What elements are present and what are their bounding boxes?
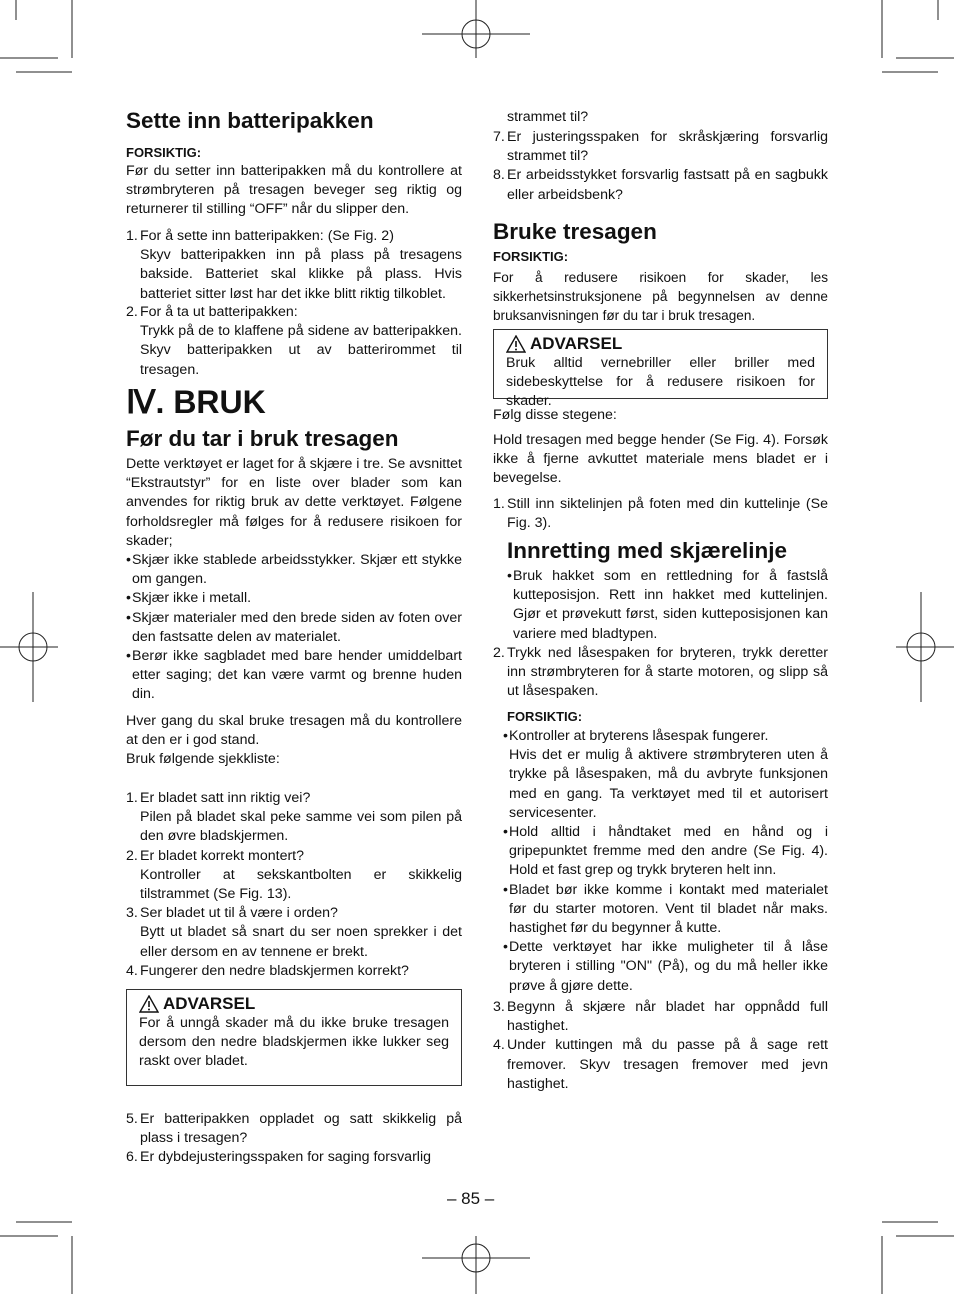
warning-label: ADVARSEL (530, 334, 623, 353)
checklist (126, 789, 462, 981)
checklist-item: 5. Er batteripakken oppladet og satt skikkelig på plass i tresagen? (126, 1111, 462, 1147)
warning-text: Bruk alltid vernebriller eller briller med sidebeskyttelse for å redusere risikoen for skader. (506, 355, 815, 410)
check-intro-2: Bruk følgende sjekkliste: (126, 751, 280, 767)
chapter-title: Ⅳ. BRUK (126, 384, 266, 420)
caution-label: FORSIKTIG: (493, 249, 569, 264)
list-item: • Berør ikke sagbladet med bare hender umiddelbart etter saging; det kan være varmt og brenne huden din. (126, 648, 462, 703)
list-item: • Skjær ikke stablede arbeidsstykker. Skjær ett stykke om gangen. (126, 552, 462, 588)
checklist-continued (126, 1110, 462, 1168)
caution-label: FORSIKTIG: (126, 145, 202, 160)
checklist-item: 4. Fungerer den nedre bladskjermen korrekt? (126, 962, 409, 979)
warning-triangle-icon (139, 995, 159, 1013)
before-intro: Dette verktøyet er laget for å skjære i tre. Se avsnittet “Ekstrautstyr” for en liste over blader som kan anvendes for riktig bruk av dette verktøyet. Følgene forholdsregler må følges for å redusere risikoen for skader; (126, 456, 462, 549)
step-item: 4. Under kuttingen må du passe på å sage rett fremover. Skyv tresagen fremover med jevn hastighet. (493, 1037, 828, 1092)
warning-box (493, 329, 828, 410)
list-item: • Skjær ikke i metall. (126, 590, 252, 607)
heading-insert-battery: Sette inn batteripakken (126, 108, 374, 133)
align-bullet: • Bruk hakket som en rettledning for å fastslå kutteposisjon. Rett inn hakket med kuttelinjen. Gjør et prøvekutt først, siden kutteposisjonen kan variere med bladtypen. (507, 568, 828, 642)
hold-saw-text: Hold tresagen med begge hender (Se Fig. 4). Forsøk ikke å fjerne avkuttet materiale mens bladet er i bevegelse. (493, 432, 828, 487)
checklist-item: 1. Er bladet satt inn riktig vei? Pilen på bladet skal peke samme vei som pilen på den øvre bladskjermen. (126, 790, 462, 845)
page-number: – 85 – (447, 1189, 495, 1208)
list-item: • Dette verktøyet har ikke muligheter til å låse bryteren i stilling "ON" (På), og du må heller ikke prøve å gjøre dette. (503, 939, 828, 994)
follow-steps: Følg disse stegene: (493, 407, 617, 423)
checklist-item: 3. Ser bladet ut til å være i orden? Bytt ut bladet så snart du ser noen sprekker i det eller dersom en av tennene er brekt. (126, 905, 462, 960)
caution-label: FORSIKTIG: (507, 709, 583, 724)
bullet-list (126, 551, 462, 705)
heading-alignment: Innretting med skjærelinje (507, 538, 788, 563)
checklist-6-continued: strammet til? (507, 109, 589, 125)
step-item: 3. Begynn å skjære når bladet har oppnådd full hastighet. (493, 999, 828, 1035)
heading-before-use: Før du tar i bruk tresagen (126, 426, 399, 451)
list-item: • Skjær materialer med den brede siden av foten over den fastsatte delen av materialet. (126, 609, 462, 645)
list-item: • Hold alltid i håndtaket med en hånd og i gripepunktet fremme med den andre (Se Fig. 4). Hold et fast grep og trykk bryteren helt inn. (503, 824, 828, 879)
checklist-item: 8. Er arbeidsstykket forsvarlig fastsatt på en sagbukk eller arbeidsbenk? (493, 167, 828, 203)
checklist-item: 6. Er dybdejusteringsspaken for saging forsvarlig (126, 1149, 431, 1166)
warning-box (126, 989, 462, 1086)
use-caution-text: For å redusere risikoen for skader, les sikkerhetsinstruksjonene på begynnelsen av denne bruksanvisningen før du tar i bruk tresagen. (493, 270, 828, 324)
insert-caution-text: Før du setter inn batteripakken må du kontrollere at strømbryteren på tresagen beveger seg riktig og returnerer til stilling “OFF” når du slipper den. (126, 163, 462, 218)
list-item: • Kontroller at bryterens låsespak fungerer. Hvis det er mulig å aktivere strømbryteren uten å trykke på låsespaken, må du avbryte funksjonen med en gang. Ta verktøyet med til et autorisert servicesenter. (503, 728, 828, 821)
warning-label: ADVARSEL (163, 994, 256, 1013)
insert-step-1: 1. For å sette inn batteripakken: (Se Fig. 2) Skyv batteripakken inn på plass på tresagens bakside. Batteriet skal klikke på plass. Hvis batteriet sitter løst har det ikke blitt riktig tilkoblet. (126, 228, 462, 302)
insert-step-2: 2. For å ta ut batteripakken: Trykk på de to klaffene på sidene av batteripakken. Skyv batteripakken ut av batterirommet til tresagen. (126, 304, 462, 378)
step-2: 2. Trykk ned låsespaken for bryteren, trykk deretter inn strømbryteren for å starte motoren, og slipp så ut låsespaken. (493, 645, 828, 700)
caution-bullets (503, 727, 828, 996)
checklist-continued-right (493, 128, 828, 205)
check-intro: Hver gang du skal bruke tresagen må du kontrollere at den er i god stand. (126, 713, 462, 749)
warning-text: For å unngå skader må du ikke bruke tresagen dersom den nedre bladskjermen ikke lukker seg raskt over bladet. (139, 1015, 449, 1070)
checklist-item: 7. Er justeringsspaken for skråskjæring forsvarlig strammet til? (493, 129, 828, 165)
heading-use-saw: Bruke tresagen (493, 219, 657, 244)
checklist-item: 2. Er bladet korrekt montert? Kontroller at sekskantbolten er skikkelig tilstrammet (Se Fig. 13). (126, 847, 462, 903)
final-steps (493, 998, 828, 1094)
warning-triangle-icon (506, 335, 526, 353)
list-item: • Bladet bør ikke komme i kontakt med materialet før du starter motoren. Vent til bladet når maks. hastighet før du begynner å kutte. (503, 881, 828, 937)
step-1: 1. Still inn siktelinjen på foten med din kuttelinje (Se Fig. 3). (493, 496, 828, 532)
